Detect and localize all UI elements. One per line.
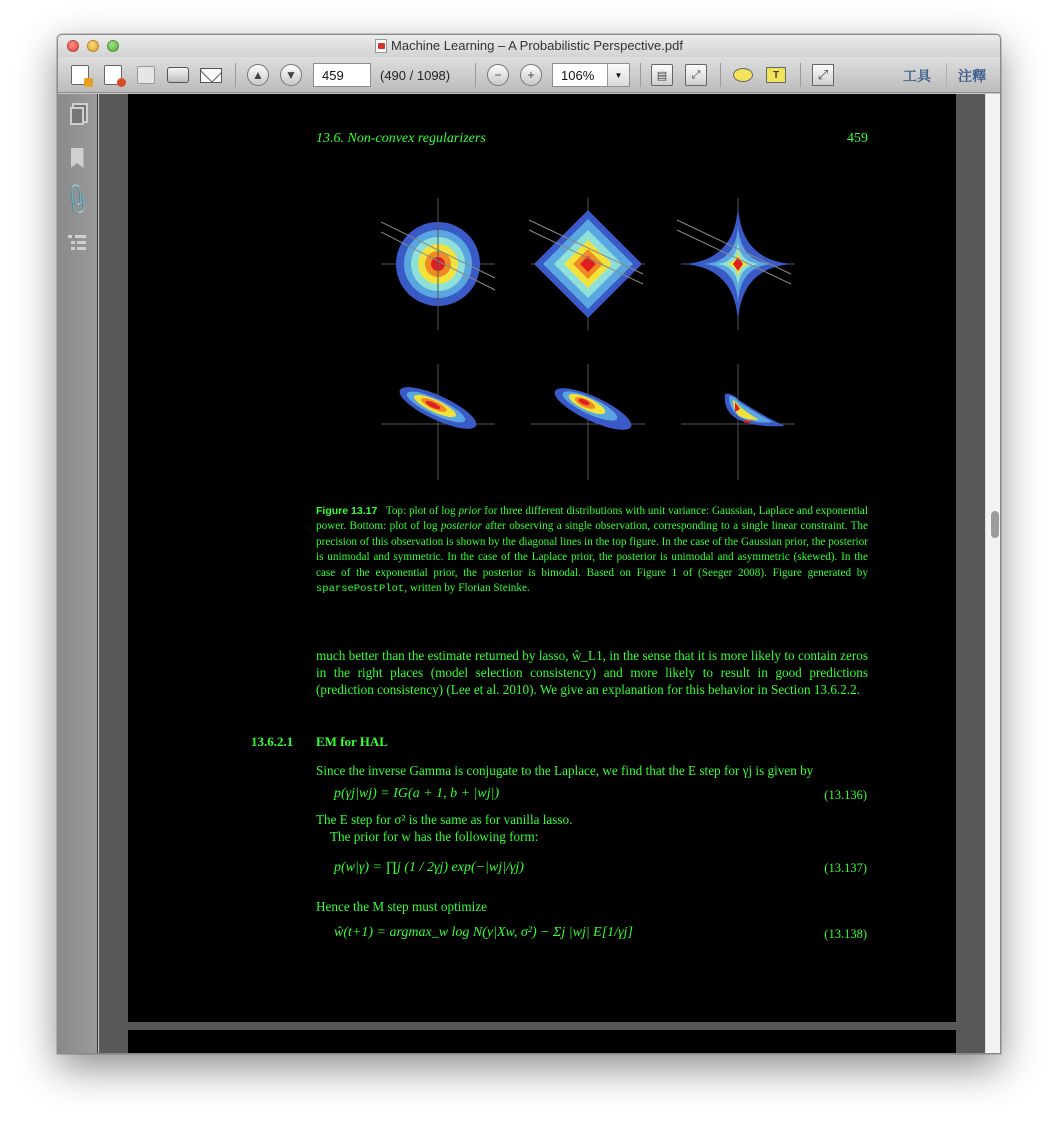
highlight-text-icon: T bbox=[766, 67, 786, 83]
pdf-file-icon bbox=[375, 39, 387, 53]
zoom-select[interactable] bbox=[552, 63, 630, 87]
laplace-prior-plot bbox=[529, 198, 645, 330]
zoom-value: 106% bbox=[561, 68, 595, 83]
page-down-icon: ▼ bbox=[280, 64, 302, 86]
tools-button[interactable]: 工具 bbox=[903, 68, 931, 84]
attachment-icon[interactable]: 📎 bbox=[58, 181, 96, 218]
equation-number-13-136: (13.136) bbox=[824, 788, 867, 802]
figure-13-17 bbox=[373, 174, 798, 484]
create-pdf-icon bbox=[71, 65, 89, 85]
combine-files-icon bbox=[104, 65, 122, 85]
email-icon bbox=[200, 68, 222, 83]
toolbar-separator bbox=[475, 63, 476, 87]
paragraph-prior-form: The prior for w has the following form: bbox=[330, 829, 539, 844]
email-button[interactable] bbox=[199, 63, 223, 87]
previous-page-button[interactable] bbox=[246, 63, 270, 87]
laplace-posterior-plot bbox=[531, 364, 645, 480]
section-number: 13.6.2.1 bbox=[251, 734, 294, 749]
exponential-power-posterior-plot bbox=[681, 364, 795, 480]
gaussian-posterior-plot bbox=[381, 364, 495, 480]
fullscreen-icon: ⤢ bbox=[812, 64, 834, 86]
caption-label: Figure 13.17 bbox=[316, 505, 378, 517]
page-thumbnails-icon[interactable] bbox=[67, 106, 87, 126]
navigation-sidebar bbox=[58, 94, 98, 1054]
paragraph-m-step: Hence the M step must optimize bbox=[316, 899, 488, 914]
header-page-number: 459 bbox=[847, 131, 868, 146]
next-page-button[interactable] bbox=[279, 63, 303, 87]
comments-button[interactable]: 注釋 bbox=[958, 68, 986, 84]
highlight-text-button[interactable] bbox=[764, 63, 788, 87]
equation-13-138: ŵ(t+1) = argmax_w log N(y|Xw, σ²) − Σj |wj| E[1/γj] bbox=[334, 925, 633, 940]
document-view[interactable] bbox=[99, 94, 985, 1054]
layers-icon[interactable] bbox=[67, 232, 87, 252]
close-window-button[interactable] bbox=[67, 40, 79, 52]
paragraph-sigma-e-step: The E step for σ² is the same as for vanilla lasso. bbox=[316, 812, 573, 827]
print-icon bbox=[167, 67, 189, 83]
exponential-power-prior-plot bbox=[677, 198, 795, 330]
equation-13-136: p(γj|wj) = IG(a + 1, b + |wj|) bbox=[334, 786, 500, 801]
window-title: Machine Learning – A Probabilistic Perspective.pdf bbox=[391, 38, 683, 53]
fit-width-button[interactable] bbox=[684, 63, 708, 87]
running-header bbox=[316, 131, 868, 147]
add-comment-button[interactable] bbox=[731, 63, 755, 87]
scrollbar-thumb[interactable] bbox=[991, 511, 999, 538]
pdf-page bbox=[128, 94, 956, 1022]
zoom-in-icon: + bbox=[520, 64, 542, 86]
fit-page-button[interactable] bbox=[650, 63, 674, 87]
combine-files-button[interactable] bbox=[101, 63, 125, 87]
fit-page-icon: ▤ bbox=[651, 64, 673, 86]
fit-width-icon: ⤢ bbox=[685, 64, 707, 86]
caption-code: sparsePostPlot bbox=[316, 583, 405, 596]
gaussian-prior-plot bbox=[381, 198, 495, 330]
figure-caption: Figure 13.17 Top: plot of log prior for three different distributions with unit variance: Gaussian, Laplace and exponential power. Bottom: plot of log posterior after observing a single observation, corresponding to a single linear constraint. The precision of this observation is shown by the diagonal lines in the top figure. In the case of the Gaussian prior, the posterior is unimodal and symmetric. In the case of the Laplace prior, the posterior is unimodal and asymmetric (skewed). In the case of the exponential prior, the posterior is bimodal. Based on Figure 1 of (Seeger 2008). Figure generated by sparsePostPlot, written by Florian Steinke. bbox=[316, 505, 868, 596]
save-button[interactable] bbox=[134, 63, 158, 87]
toolbar-separator bbox=[640, 63, 641, 87]
equation-number-13-138: (13.138) bbox=[824, 927, 867, 941]
pdf-viewer-window bbox=[57, 34, 1001, 1054]
page-number-input[interactable] bbox=[313, 63, 371, 87]
minimize-window-button[interactable] bbox=[87, 40, 99, 52]
chevron-down-icon[interactable]: ▼ bbox=[607, 64, 629, 86]
create-pdf-button[interactable] bbox=[68, 63, 92, 87]
header-section: 13.6. Non-convex regularizers bbox=[316, 131, 486, 146]
zoom-out-icon: − bbox=[487, 64, 509, 86]
section-title: EM for HAL bbox=[316, 734, 388, 749]
toolbar-separator bbox=[946, 63, 947, 87]
toolbar bbox=[58, 57, 1000, 93]
equation-number-13-137: (13.137) bbox=[824, 861, 867, 875]
comment-icon bbox=[733, 68, 753, 82]
equation-13-137: p(w|γ) = ∏j (1 / 2γj) exp(−|wj|/γj) bbox=[334, 860, 524, 875]
page-count-label: (490 / 1098) bbox=[380, 68, 451, 83]
print-button[interactable] bbox=[166, 63, 190, 87]
bookmark-icon[interactable] bbox=[67, 148, 87, 168]
page-up-icon: ▲ bbox=[247, 64, 269, 86]
vertical-scrollbar[interactable] bbox=[985, 94, 1001, 1054]
zoom-in-button[interactable] bbox=[519, 63, 543, 87]
next-pdf-page bbox=[128, 1030, 956, 1054]
paragraph-e-step: Since the inverse Gamma is conjugate to the Laplace, we find that the E step for γj is given by bbox=[316, 763, 814, 778]
save-icon bbox=[137, 66, 155, 84]
zoom-out-button[interactable] bbox=[486, 63, 510, 87]
toolbar-separator bbox=[720, 63, 721, 87]
title-bar bbox=[58, 35, 1000, 57]
fullscreen-button[interactable] bbox=[811, 63, 835, 87]
toolbar-separator bbox=[800, 63, 801, 87]
paragraph-lasso-comparison: much better than the estimate returned by lasso, ŵ_L1, in the sense that it is more likely to contain zeros in the right places (model selection consistency) and more likely to result in good predictions (prediction consistency) (Lee et al. 2010). We give an explanation for this behavior in Section 13.6.2.2. bbox=[316, 648, 868, 697]
zoom-window-button[interactable] bbox=[107, 40, 119, 52]
toolbar-separator bbox=[235, 63, 236, 87]
